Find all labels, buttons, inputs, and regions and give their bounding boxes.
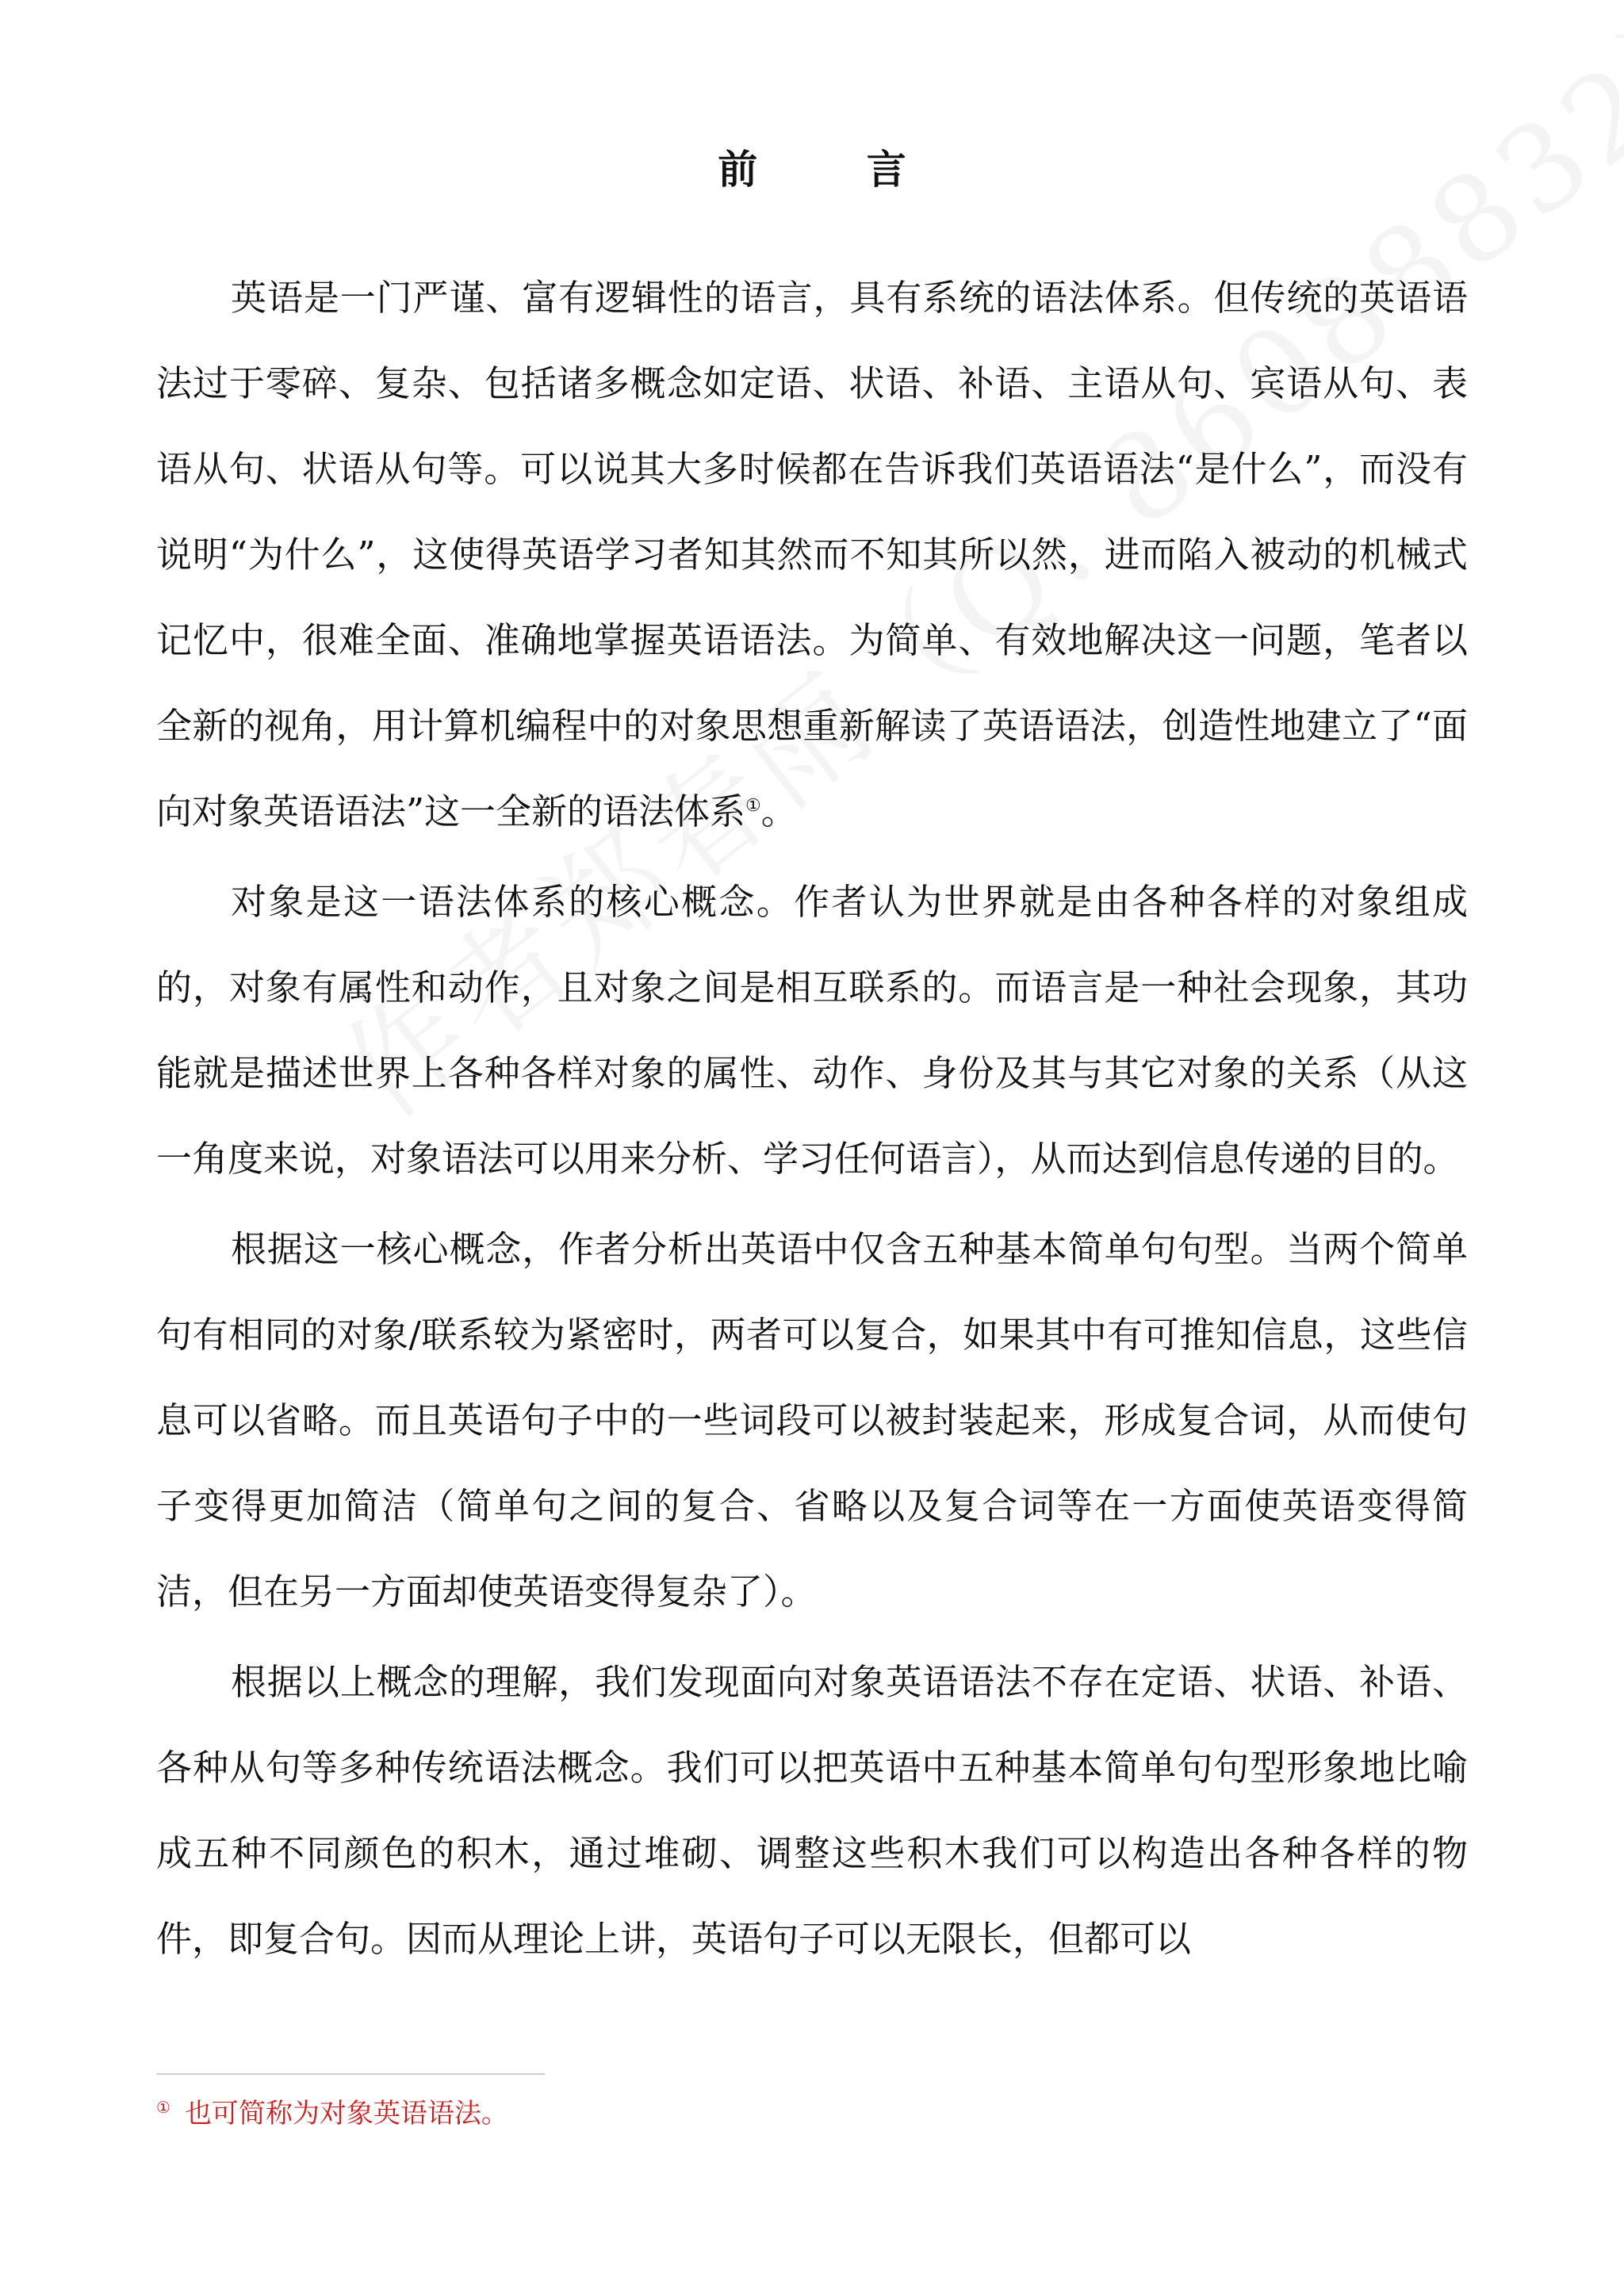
- paragraph-3: 根据这一核心概念，作者分析出英语中仅含五种基本简单句句型。当两个简单句有相同的对象/联系较为紧密时，两者可以复合，如果其中有可推知信息，这些信息可以省略。而且英语句子中的一些词段可以被封装起来，形成复合词，从而使句子变得更加简洁（简单句之间的复合、省略以及复合词等在一方面使英语变得简洁，但在另一方面却使英语变得复杂了）。: [156, 1228, 1468, 1613]
- footnote-mark: ①: [156, 2097, 170, 2117]
- footnote-reference[interactable]: ①: [745, 796, 761, 816]
- paragraph-2: 对象是这一语法体系的核心概念。作者认为世界就是由各种各样的对象组成的，对象有属性和动作，且对象之间是相互联系的。而语言是一种社会现象，其功能就是描述世界上各种各样对象的属性、动作、身份及其与其它对象的关系（从这一角度来说，对象语法可以用来分析、学习任何语言），从而达到信息传递的目的。: [156, 881, 1468, 1180]
- body-text: [156, 255, 1468, 1982]
- footnote: [156, 2094, 508, 2133]
- paragraph-1: [156, 255, 1468, 855]
- paragraph-1-tail: 。: [760, 790, 797, 832]
- page-title: 前 言: [718, 146, 954, 193]
- footnote-divider: [156, 2073, 545, 2075]
- footnote-text: 也可简称为对象英语语法。: [184, 2098, 508, 2130]
- paragraph-1-text: 英语是一门严谨、富有逻辑性的语言，具有系统的语法体系。但传统的英语语法过于零碎、复杂、包括诸多概念如定语、状语、补语、主语从句、宾语从句、表语从句、状语从句等。可以说其大多时候都在告诉我们英语语法“是什么”，而没有说明“为什么”，这使得英语学习者知其然而不知其所以然，进而陷入被动的机械式记忆中，很难全面、准确地掌握英语语法。为简单、有效地解决这一问题，笔者以全新的视角，用计算机编程中的对象思想重新解读了英语语法，创造性地建立了“面向对象英语语法”这一全新的语法体系: [156, 277, 1468, 832]
- paragraph-4: 根据以上概念的理解，我们发现面向对象英语语法不存在定语、状语、补语、各种从句等多种传统语法概念。我们可以把英语中五种基本简单句句型形象地比喻成五种不同颜色的积木，通过堆砌、调整这些积木我们可以构造出各种各样的物件，即复合句。因而从理论上讲，英语句子可以无限长，但都可以: [156, 1661, 1468, 1960]
